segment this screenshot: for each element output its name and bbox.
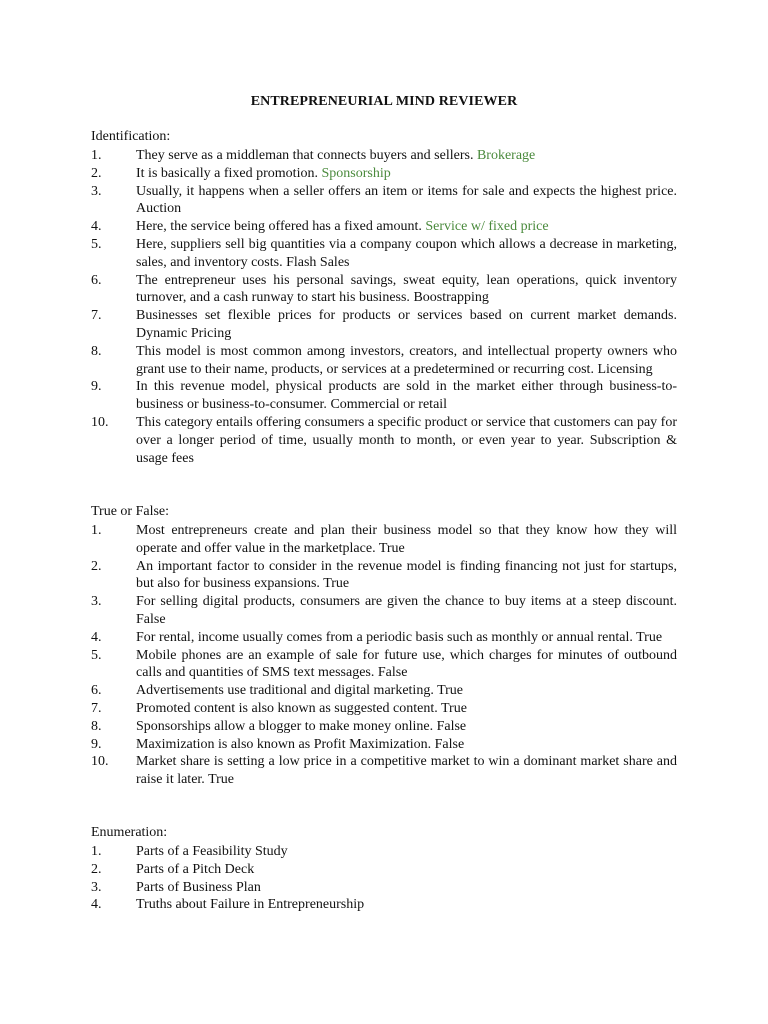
list-item [91,647,677,683]
item-question: Mobile phones are an example of sale for future use, which charges for minutes of outbound calls and quantities of SMS text messages. [136,647,677,681]
item-answer: False [436,718,467,734]
item-answer: False [136,611,166,627]
item-number: 6. [91,272,102,288]
item-number: 2. [91,558,102,574]
item-question: This category entails offering consumers a specific product or service that customers can pay for over a longer period of time, usually month to month, or even year to year. [136,414,677,448]
list-item [91,147,677,165]
item-question: Advertisements use traditional and digital marketing. [136,683,434,699]
list-item [91,593,677,629]
item-number: 3. [91,594,102,610]
list-item [91,843,677,861]
item-number: 10. [91,414,109,430]
item-text: Truths about Failure in Entrepreneurship [136,897,365,913]
item-question: Here, the service being offered has a fixed amount. [136,219,422,235]
list-item [91,879,677,897]
item-answer: Subscription & usage fees [136,432,678,466]
item-answer: True [440,700,467,716]
list-item [91,700,677,718]
item-answer: Sponsorship [321,165,391,181]
item-question: Market share is setting a low price in a competitive market to win a dominant market share and raise it later. [136,754,677,788]
list-item [91,522,677,558]
list-item [91,861,677,879]
identification-list [91,147,677,467]
item-answer: Service w/ fixed price [425,219,549,235]
item-question: They serve as a middleman that connects buyers and sellers. [136,148,474,163]
item-question: Here, suppliers sell big quantities via a company coupon which allows a decrease in marketing, sales, and inventory costs. [136,236,677,270]
item-number: 3. [91,183,102,199]
item-question: This model is most common among investors, creators, and intellectual property owners who grant use to their name, products, or services at a predetermined or recurring cost. [136,343,677,377]
item-answer: True [323,576,350,592]
item-text: Parts of a Pitch Deck [136,861,255,877]
item-number: 1. [91,844,102,859]
item-answer: Dynamic Pricing [136,325,232,341]
list-item [91,218,677,236]
item-number: 4. [91,897,102,913]
item-answer: True [636,629,663,645]
item-question: Promoted content is also known as suggested content. [136,700,438,716]
enumeration-heading: Enumeration: [91,825,168,840]
item-answer: Flash Sales [286,254,350,270]
item-question: Most entrepreneurs create and plan their business model so that they know how they will operate and offer value in the marketplace. [136,523,677,556]
item-number: 1. [91,523,102,538]
list-item [91,307,677,343]
item-answer: False [377,665,408,681]
list-item [91,736,677,754]
item-question: An important factor to consider in the revenue model is finding financing not just for startups, but also for business expansions. [136,558,677,592]
list-item [91,718,677,736]
item-question: The entrepreneur uses his personal savings, sweat equity, lean operations, quick inventory turnover, and a cash runway to start his business. [136,272,677,306]
list-item [91,272,677,308]
item-answer: False [434,736,465,752]
item-question: Businesses set flexible prices for products or services based on current market demands. [136,308,677,324]
list-item [91,343,677,379]
item-question: For selling digital products, consumers are given the chance to buy items at a steep discount. [136,594,677,610]
item-answer: Licensing [597,361,653,377]
item-number: 5. [91,236,102,252]
item-number: 8. [91,718,102,734]
item-number: 5. [91,647,102,663]
item-answer: True [378,540,405,556]
true-or-false-heading: True or False: [91,504,170,519]
item-number: 3. [91,879,102,895]
item-question: Maximization is also known as Profit Maximization. [136,736,432,752]
list-item [91,558,677,594]
list-item [91,629,677,647]
item-answer: Brokerage [476,148,536,163]
item-number: 4. [91,629,102,645]
item-number: 2. [91,165,102,181]
item-question: In this revenue model, physical products are sold in the market either through business-to-business or business-to-consumer. [136,379,677,413]
item-number: 7. [91,308,102,324]
item-number: 7. [91,700,102,716]
item-question: Sponsorships allow a blogger to make money online. [136,718,434,734]
item-number: 1. [91,148,102,163]
item-answer: True [437,683,464,699]
item-question: It is basically a fixed promotion. [136,165,318,181]
item-number: 2. [91,861,102,877]
document-title: ENTREPRENEURIAL MIND REVIEWER [250,94,518,109]
item-question: For rental, income usually comes from a periodic basis such as monthly or annual rental. [136,629,633,645]
item-answer: Auction [136,201,182,217]
list-item [91,378,677,414]
item-answer: Boostrapping [413,290,489,306]
item-number: 9. [91,379,102,395]
list-item [91,753,677,789]
list-item [91,183,677,219]
identification-heading: Identification: [91,129,171,144]
item-number: 6. [91,683,102,699]
item-number: 9. [91,736,102,752]
item-number: 10. [91,754,109,770]
item-answer: True [208,772,234,788]
item-answer: Commercial or retail [330,397,448,413]
item-number: 4. [91,219,102,235]
list-item [91,682,677,700]
list-item [91,165,677,183]
list-item [91,414,677,467]
list-item [91,896,677,914]
item-text: Parts of a Feasibility Study [136,844,288,859]
list-item [91,236,677,272]
item-number: 8. [91,343,102,359]
true-or-false-list [91,522,677,789]
item-text: Parts of Business Plan [136,879,261,895]
enumeration-list [91,843,677,914]
item-question: Usually, it happens when a seller offers an item or items for sale and expects the highest price. [136,183,677,199]
